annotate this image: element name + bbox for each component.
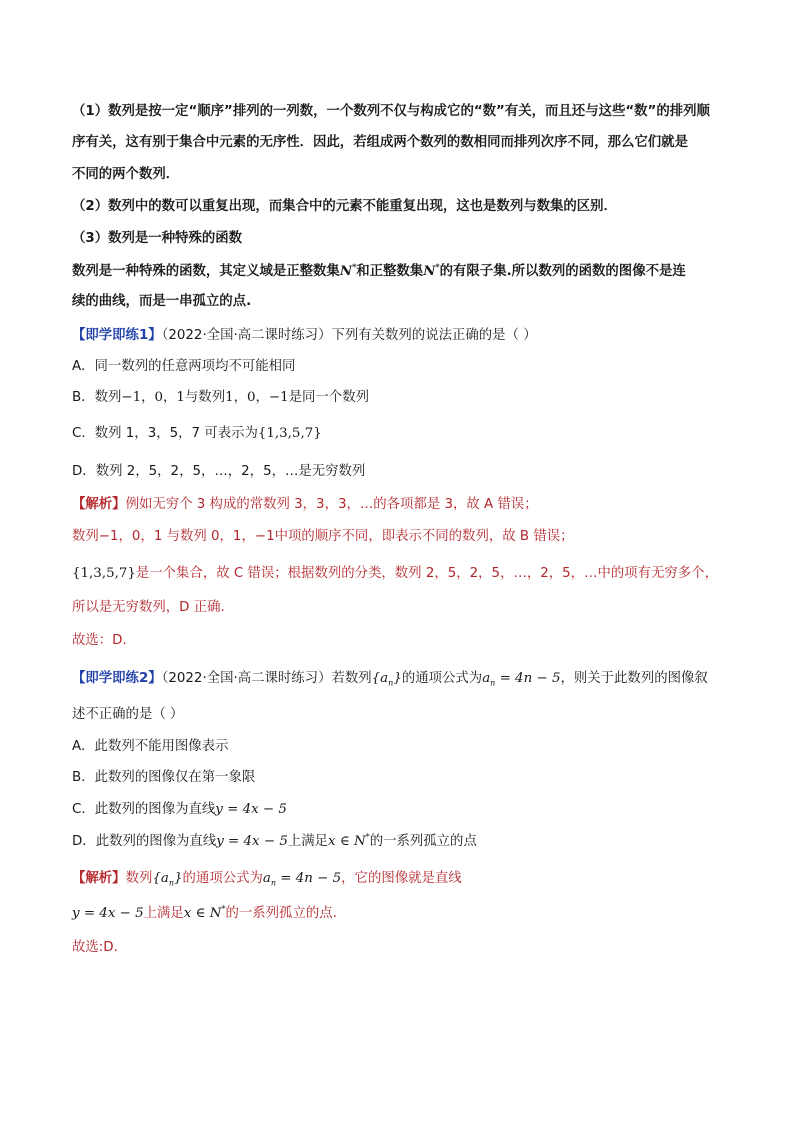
line-equation-3: y = 4x − 5 <box>72 906 144 921</box>
solution-1-tag: 【解析】 <box>72 497 126 512</box>
exercise-1-option-c: C．数列 1，3，5，7 可表示为{1,3,5,7} <box>72 426 322 441</box>
exercise-1-question <box>72 327 721 345</box>
solution-2-answer: 故选:D. <box>72 940 118 955</box>
note-3-heading: （3）数列是一种特殊的函数 <box>72 231 243 246</box>
note-4-line-2: 续的曲线，而是一串孤立的点. <box>72 294 252 309</box>
note-4-line-1 <box>72 262 721 281</box>
exercise-2-question-line-2: 述不正确的是（ ） <box>72 707 184 722</box>
note-4-text-a: 数列是一种特殊的函数，其定义域是正整数集 <box>72 264 340 279</box>
sequence-2: 1，0，−1 <box>225 390 289 405</box>
exercise-1-option-b: B．数列−1，0，1与数列1，0，−1是同一个数列 <box>72 390 369 405</box>
sequence-1: −1，0，1 <box>121 390 185 405</box>
set-notation: {1,3,5,7} <box>257 426 322 441</box>
solution-1-line-4: 所以是无穷数列，D 正确. <box>72 600 225 615</box>
exercise-2-option-d: D．此数列的图像为直线y = 4x − 5上满足x ∈ N*的一系列孤立的点 <box>72 832 477 849</box>
general-term-formula: $a_n = 4n - 5$ <box>482 671 561 688</box>
solution-2-line-2: y = 4x − 5上满足x ∈ N*的一系列孤立的点. <box>72 904 337 921</box>
exercise-2-tag: 【即学即练2】 <box>72 671 162 686</box>
N-star-symbol-2: N* <box>423 261 440 279</box>
solution-1-line-2: 数列−1，0，1 与数列 0，1，−1中项的顺序不同，即表示不同的数列，故 B 错误； <box>72 529 574 544</box>
solution-2-line-1: 【解析】数列$\{a_n\}$的通项公式为$a_n = 4n - 5$，它的图像就是直线 <box>72 871 462 888</box>
solution-1-line-1: 【解析】例如无穷个 3 构成的常数列 3，3，3，…的各项都是 3，故 A 错误； <box>72 497 538 512</box>
exercise-1-option-d: D．数列 2，5，2，5，…，2，5，…是无穷数列 <box>72 464 366 479</box>
solution-1-line-3: {1,3,5,7}是一个集合，故 C 错误；根据数列的分类，数列 2，5，2，5，…，2，5，…中的项有无穷多个， <box>72 566 718 581</box>
solution-2-tag: 【解析】 <box>72 871 126 886</box>
N-star-symbol: N* <box>339 261 357 279</box>
note-4-text-b: 和正整数集 <box>356 264 424 279</box>
sequence-an: $\{a_n\}$ <box>371 671 402 688</box>
exercise-2-option-b: B．此数列的图像仅在第一象限 <box>72 770 256 785</box>
domain-condition: x ∈ N* <box>328 832 370 849</box>
line-equation: y = 4x − 5 <box>215 802 287 817</box>
note-4-text-c: 的有限子集.所以数列的函数的图像不是连 <box>439 264 686 279</box>
note-1-line-3: 不同的两个数列． <box>72 167 180 182</box>
note-1-line-2: 序有关，这有别于集合中元素的无序性．因此，若组成两个数列的数相同而排列次序不同，那么它们就是 <box>72 135 688 150</box>
line-equation-2: y = 4x − 5 <box>216 834 288 849</box>
sequence-an-2: $\{a_n\}$ <box>152 871 183 888</box>
domain-condition-2: x ∈ N* <box>183 904 226 921</box>
exercise-2-question-line-1: 【即学即练2】（2022·全国·高二课时练习）若数列$\{a_n\}$的通项公式为$a_n = 4n - 5$，则关于此数列的图像叙 <box>72 671 708 688</box>
exercise-1-source: （2022·全国·高二课时练习）下列有关数列的说法正确的是（ ） <box>161 328 537 343</box>
exercise-1-option-a: A．同一数列的任意两项均不可能相同 <box>72 359 296 374</box>
note-1-line-1: （1）数列是按一定“顺序”排列的一列数，一个数列不仅与构成它的“数”有关，而且还与这些“数”的排列顺 <box>72 104 710 119</box>
set-notation-2: {1,3,5,7} <box>72 566 136 581</box>
general-term-formula-2: $a_n = 4n - 5$ <box>262 871 342 888</box>
exercise-1-tag: 【即学即练1】 <box>72 328 162 343</box>
exercise-2-option-c: C．此数列的图像为直线y = 4x − 5 <box>72 802 287 817</box>
exercise-2-option-a: A．此数列不能用图像表示 <box>72 739 229 754</box>
solution-1-answer: 故选：D. <box>72 633 127 648</box>
note-2: （2）数列中的数可以重复出现，而集合中的元素不能重复出现，这也是数列与数集的区别． <box>72 199 617 214</box>
